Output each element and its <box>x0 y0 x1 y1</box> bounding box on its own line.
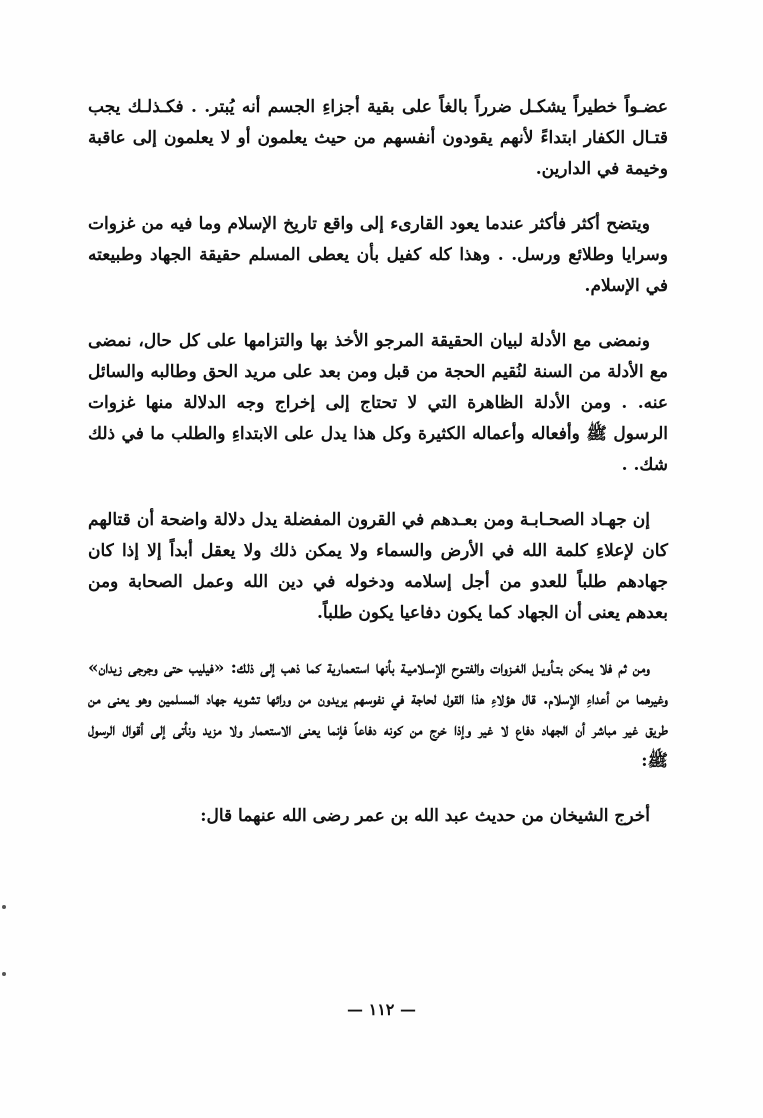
page-number: — ١١٢ — <box>347 1000 416 1019</box>
paragraph-6: أخرج الشيخان من حديث عبد الله بن عمر رضى الله عنهما قال: <box>200 806 650 826</box>
paragraph-3: ونمضى مع الأدلة لبيان الحقيقة المرجو الأخذ بها والتزامها على كل حال، نمضى مع الأدلة من السنة لنُقيم الحجة من قبل ومن بعد على مريد الحق وطالبه والسائل عنه. . ومن الأدلة الظاهرة التي لا تحتاج إلى إخراج وجه الدلالة منها غزوات الرسول ﷺ وأفعاله وأعماله الكثيرة وكل هذا يدل على الابتداءِ والطلب ما في ذلك شك. . <box>88 331 668 475</box>
paragraph-2: ويتضح أكثر فأكثر عندما يعود القارىء إلى واقع تاريخ الإسلام وما فيه من غزوات وسرايا وطلائع ورسل. . وهذا كله كفيل بأن يعطى المسلم حقيقة الجهاد وطبيعته في الإسلام. <box>88 214 668 296</box>
paragraph-5: ومن ثم فلا يمكن بتـأويـل الغـزوات والفتـوح الإسـلاميـة بأنها استعمارية كما ذهب إلى ذلك: «فيليب حتى وجرجى زيدان» وغيرهما من أعداءِ الإسلام. قال هؤلاءِ هذا القول لحاجة في نفوسهم يريدون من ورائها تشويه جهاد المسلمين وهو يعنى من طريق غير مباشر أن الجهاد دفاع لا غير وإذا خرج من كونه دفاعاً فإنما يعنى الاستعمار ولا مزيد ونأتى إلى أقوال الرسول ﷺ: <box>88 658 668 771</box>
scan-speck <box>2 972 6 976</box>
paragraph-1: عضـواً خطيراً يشكـل ضرراً بالغاً على بقية أجزاءِ الجسم أنه يُبتر. . فكـذلـك يجب قتـال الكفار ابتداءً لأنهم يقودون أنفسهم من حيث يعلمون أو لا يعلمون إلى عاقبة وخيمة في الدارين. <box>88 97 668 179</box>
scan-speck <box>2 905 6 909</box>
body-text <box>88 92 668 856</box>
paragraph-4: إن جهـاد الصحـابـة ومن بعـدهم في القرون المفضلة يدل دلالة واضحة أن قتالهم كان لإعلاءِ كلمة الله في الأرض والسماء ولا يمكن ذلك ولا يعقل أبداً إلا إذا كان جهادهم طلباً للعدو من أجل إسلامه ودخوله في دين الله وعمل الصحابة ومن بعدهم يعنى أن الجهاد كما يكون دفاعيا يكون طلباً. <box>88 510 668 623</box>
